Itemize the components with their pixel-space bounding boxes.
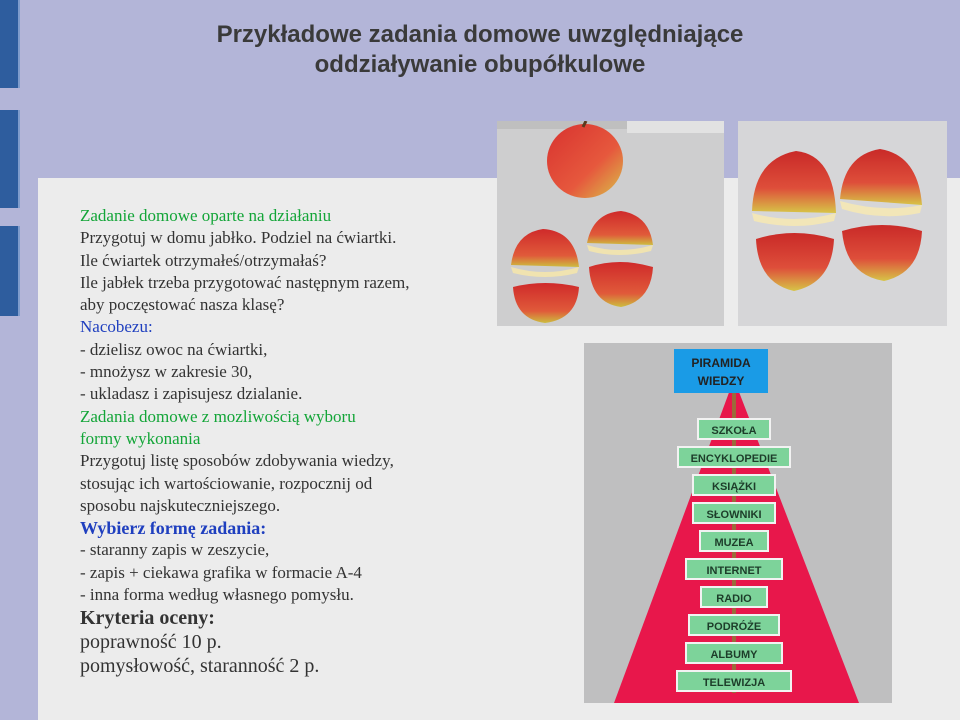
body-text	[80, 205, 490, 678]
pyramid-label-text: SZKOŁA	[711, 425, 757, 437]
pyramid-label-text: TELEWIZJA	[702, 677, 766, 689]
text-line: Ile ćwiartek otrzymałeś/otrzymałaś?	[80, 250, 327, 270]
title-line-1: Przykładowe zadania domowe uwzględniające	[216, 21, 744, 48]
heading-choice-task-cont: formy wykonania	[80, 428, 201, 448]
text-line: stosując ich wartościowanie, rozpocznij od	[80, 473, 373, 493]
text-line: - inna forma według własnego pomysłu.	[80, 585, 354, 605]
pyramid-image	[584, 343, 892, 703]
text-line: - mnożysz w zakresie 30,	[80, 362, 253, 382]
apple-photo-2	[738, 121, 947, 326]
apple-halves-image	[738, 121, 947, 326]
text-line: Przygotuj w domu jabłko. Podziel na ćwiartki.	[80, 228, 397, 248]
decorative-left-bars	[0, 0, 18, 720]
pyramid-header-line-1: PIRAMIDA	[691, 356, 751, 370]
slide-title	[170, 20, 790, 80]
knowledge-pyramid-photo	[584, 343, 892, 703]
text-line: Ile jabłek trzeba przygotować następnym razem,	[80, 272, 410, 292]
criteria-line: poprawność 10 p.	[80, 631, 222, 654]
decor-bar	[0, 0, 20, 88]
text-line: aby poczęstować nasza klasę?	[80, 295, 285, 315]
text-line: Przygotuj listę sposobów zdobywania wiedzy,	[80, 451, 394, 471]
pyramid-label-text: ENCYKLOPEDIE	[690, 453, 778, 465]
heading-criteria: Kryteria oceny:	[80, 607, 215, 630]
pyramid-header-line-2: WIEDZY	[697, 374, 745, 388]
heading-choice-task: Zadania domowe z mozliwością wyboru	[80, 406, 356, 426]
apple-photo-1	[497, 121, 724, 326]
text-line: - dzielisz owoc na ćwiartki,	[80, 339, 268, 359]
decor-bar	[0, 110, 20, 208]
text-line: sposobu najskuteczniejszego.	[80, 495, 281, 515]
criteria-line: pomysłowość, staranność 2 p.	[80, 655, 320, 678]
pyramid-label-text: PODRÓŻE	[706, 621, 762, 633]
pyramid-label-text: MUZEA	[714, 537, 754, 549]
text-line: - staranny zapis w zeszycie,	[80, 540, 270, 560]
pyramid-label-text: ALBUMY	[710, 649, 758, 661]
apple-quarters-image	[497, 121, 724, 326]
text-line: - zapis + ciekawa grafika w formacie A-4	[80, 562, 362, 582]
title-line-2: oddziaływanie obupółkulowe	[314, 51, 646, 78]
pyramid-label-text: SŁOWNIKI	[706, 509, 762, 521]
text-line: - ukladasz i zapisujesz dzialanie.	[80, 384, 303, 404]
heading-choose-form: Wybierz formę zadania:	[80, 518, 267, 539]
pyramid-label-text: KSIĄŻKI	[712, 481, 756, 493]
pyramid-label-text: RADIO	[716, 593, 752, 605]
heading-activity-task: Zadanie domowe oparte na działaniu	[80, 206, 332, 225]
decor-bar	[0, 226, 20, 316]
heading-nacobezu: Nacobezu:	[80, 317, 153, 337]
pyramid-label-text: INTERNET	[706, 565, 762, 577]
